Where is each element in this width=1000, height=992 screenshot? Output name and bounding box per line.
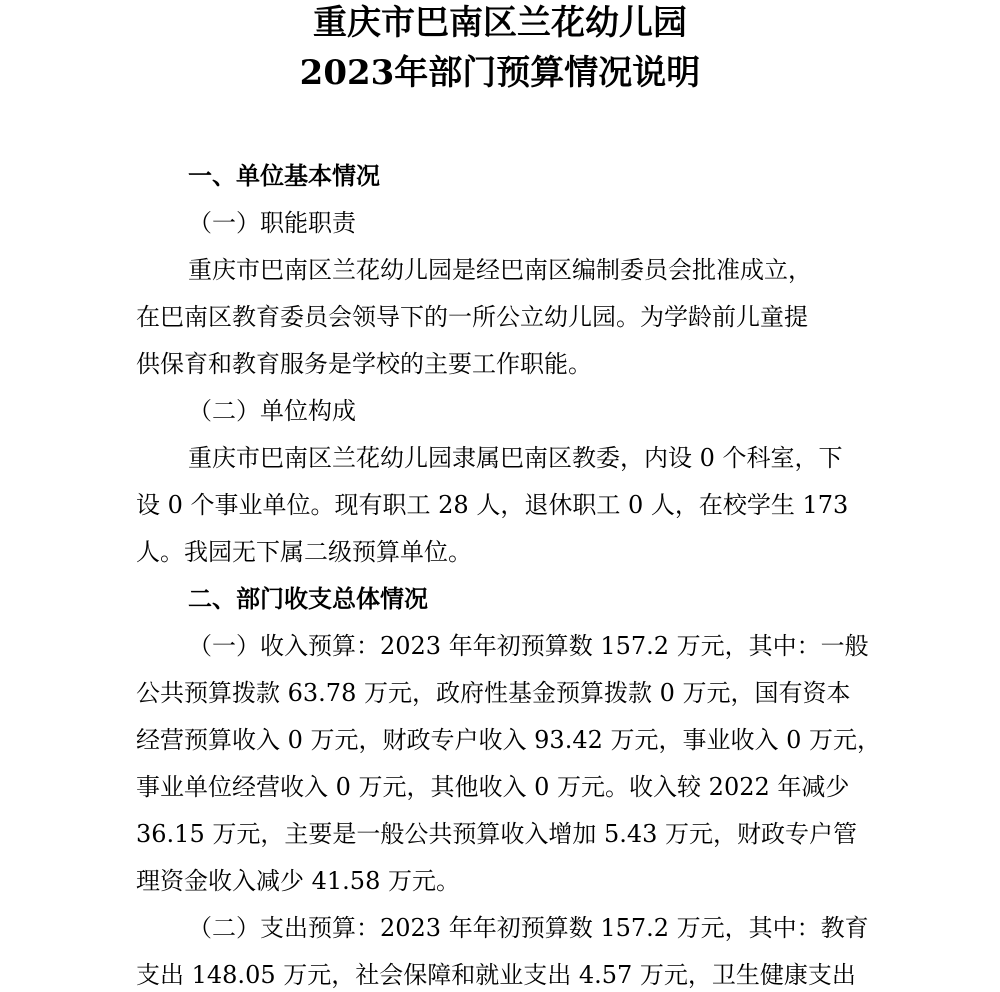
paragraph-line: 理资金收入减少 41.58 万元。 [136, 867, 460, 895]
paragraph-line: （一）收入预算：2023 年年初预算数 157.2 万元，其中：一般 [188, 632, 869, 660]
paragraph-line: 设 0 个事业单位。现有职工 28 人，退休职工 0 人，在校学生 173 [136, 491, 849, 519]
document-title-line-1: 重庆市巴南区兰花幼儿园 [313, 3, 687, 43]
paragraph-line: 人。我园无下属二级预算单位。 [136, 538, 472, 566]
paragraph-line: 事业单位经营收入 0 万元，其他收入 0 万元。收入较 2022 年减少 [136, 773, 850, 801]
paragraph-line: 重庆市巴南区兰花幼儿园是经巴南区编制委员会批准成立， [188, 256, 812, 284]
section-heading-budget-overview: 二、部门收支总体情况 [188, 585, 428, 613]
section-heading-basic-info: 一、单位基本情况 [188, 162, 380, 190]
subheading-composition: （二）单位构成 [188, 397, 356, 425]
subheading-duties: （一）职能职责 [188, 209, 356, 237]
paragraph-line: 在巴南区教育委员会领导下的一所公立幼儿园。为学龄前儿童提 [136, 303, 808, 331]
paragraph-line: 36.15 万元，主要是一般公共预算收入增加 5.43 万元，财政专户管 [136, 820, 858, 848]
document-title-line-2: 2023年部门预算情况说明 [299, 53, 701, 93]
paragraph-line: （二）支出预算：2023 年年初预算数 157.2 万元，其中：教育 [188, 914, 869, 942]
paragraph-line: 重庆市巴南区兰花幼儿园隶属巴南区教委，内设 0 个科室，下 [188, 444, 843, 472]
paragraph-line: 公共预算拨款 63.78 万元，政府性基金预算拨款 0 万元，国有资本 [136, 679, 851, 707]
paragraph-line: 供保育和教育服务是学校的主要工作职能。 [136, 350, 592, 378]
paragraph-line: 支出 148.05 万元，社会保障和就业支出 4.57 万元，卫生健康支出 [136, 961, 856, 989]
paragraph-line: 经营预算收入 0 万元，财政专户收入 93.42 万元，事业收入 0 万元， [136, 726, 882, 754]
